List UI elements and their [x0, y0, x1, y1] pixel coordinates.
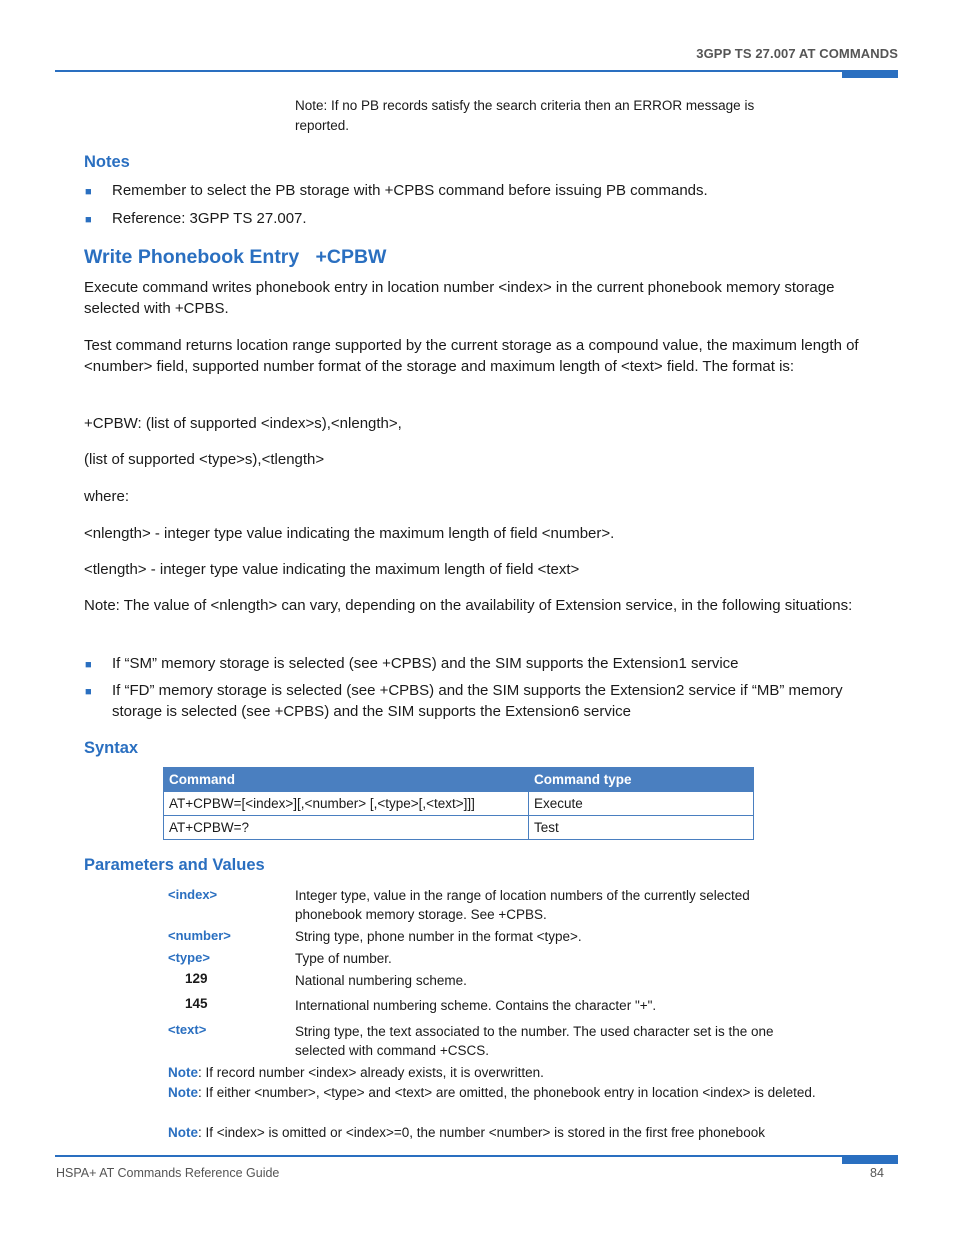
notes-item: Reference: 3GPP TS 27.007. — [112, 210, 307, 227]
nlength-def: <nlength> - integer type value indicating the maximum length of field <number>. — [84, 525, 615, 542]
footer-accent-block — [842, 1155, 898, 1164]
param-name: <type> — [168, 950, 210, 965]
command-cell: AT+CPBW=? — [164, 816, 529, 840]
param-desc: String type, the text associated to the number. The used character set is the one selected with command +CSCS. — [295, 1024, 774, 1058]
param-note — [168, 1123, 828, 1142]
header-rule — [55, 70, 898, 72]
note-text: : If record number <index> already exists, it is overwritten. — [198, 1065, 544, 1080]
page-number: 84 — [870, 1166, 884, 1180]
square-bullet-icon: ■ — [85, 186, 92, 198]
command-cell: AT+CPBW=[<index>][,<number> [,<type>[,<text>]]] — [164, 792, 529, 816]
footer-rule — [55, 1155, 898, 1157]
square-bullet-icon: ■ — [85, 686, 92, 698]
param-desc: Integer type, value in the range of location numbers of the currently selected phonebook memory storage. See +CPBS. — [295, 888, 750, 922]
note-text: : If <index> is omitted or <index>=0, the number <number> is stored in the first free phonebook — [198, 1125, 765, 1140]
params-heading: Parameters and Values — [84, 856, 265, 874]
syntax-heading: Syntax — [84, 739, 139, 757]
note-label: Note — [168, 1065, 198, 1080]
param-desc: National numbering scheme. — [295, 973, 467, 988]
intro-note: Note: If no PB records satisfy the search criteria then an ERROR message is reported. — [295, 98, 755, 133]
param-note — [168, 1063, 818, 1082]
param-name: <index> — [168, 887, 218, 902]
note-label: Note — [168, 1085, 198, 1100]
param-desc: International numbering scheme. Contains the character "+". — [295, 998, 657, 1013]
note-label: Note — [168, 1125, 198, 1140]
section-title: Write Phonebook Entry +CPBW — [84, 246, 387, 268]
column-header-command: Command — [164, 768, 529, 792]
footer-doc-title: HSPA+ AT Commands Reference Guide — [56, 1166, 280, 1180]
table-header-row — [164, 768, 754, 792]
param-value: 129 — [185, 971, 208, 986]
paragraph-test: Test command returns location range supported by the current storage as a compound value, the maximum length of <number> field, supported number format of the storage and maximum length of <text> field. The format is: — [84, 337, 859, 375]
param-name: <number> — [168, 928, 231, 943]
paragraph-execute: Execute command writes phonebook entry in location number <index> in the current phonebook memory storage selected with +CPBS. — [84, 279, 835, 317]
situation-item: If “FD” memory storage is selected (see +CPBS) and the SIM supports the Extension2 service if “MB” memory storage is selected (see +CPBS) and the SIM supports the Extension6 service — [112, 682, 843, 720]
note-text: : If either <number>, <type> and <text> are omitted, the phonebook entry in location <index> is deleted. — [198, 1085, 816, 1100]
notes-item: Remember to select the PB storage with +CPBS command before issuing PB commands. — [112, 182, 708, 199]
situation-item: If “SM” memory storage is selected (see +CPBS) and the SIM supports the Extension1 service — [112, 655, 739, 672]
notes-heading: Notes — [84, 153, 130, 171]
column-header-type: Command type — [529, 768, 754, 792]
nlength-note: Note: The value of <nlength> can vary, depending on the availability of Extension service, in the following situations: — [84, 597, 853, 614]
table-row — [164, 816, 754, 840]
table-row — [164, 792, 754, 816]
format-line-2: (list of supported <type>s),<tlength> — [84, 451, 325, 468]
header-section-title: 3GPP TS 27.007 AT COMMANDS — [696, 46, 898, 61]
header-accent-block — [842, 70, 898, 78]
type-cell: Execute — [529, 792, 754, 816]
format-line-1: +CPBW: (list of supported <index>s),<nlength>, — [84, 415, 402, 432]
tlength-def: <tlength> - integer type value indicating the maximum length of field <text> — [84, 561, 580, 578]
where-label: where: — [84, 488, 130, 505]
param-desc: Type of number. — [295, 951, 392, 966]
type-cell: Test — [529, 816, 754, 840]
param-note — [168, 1083, 818, 1102]
param-name: <text> — [168, 1022, 207, 1037]
syntax-table — [163, 767, 754, 840]
square-bullet-icon: ■ — [85, 214, 92, 226]
square-bullet-icon: ■ — [85, 659, 92, 671]
param-desc: String type, phone number in the format <type>. — [295, 929, 582, 944]
param-value: 145 — [185, 996, 208, 1011]
